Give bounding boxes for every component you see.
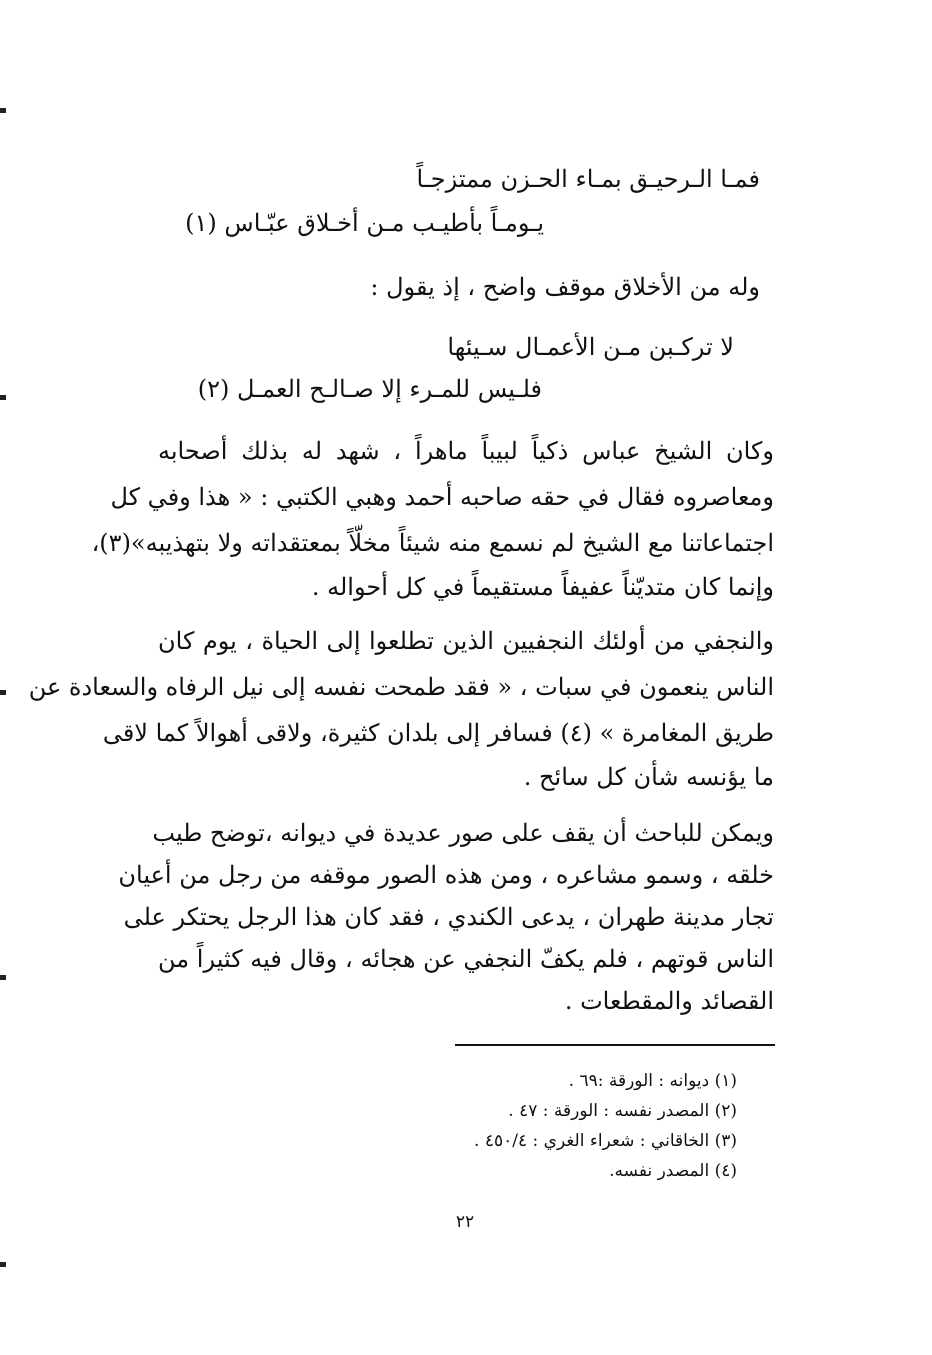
- paragraph-line: خلقه ، وسمو مشاعره ، ومن هذه الصور موقفه من رجل من أعيان: [118, 861, 774, 889]
- paragraph-line: ما يؤنسه شأن كل سائح .: [523, 763, 774, 791]
- page-number: ٢٢: [455, 1212, 475, 1232]
- footnote: (٤) المصدر نفسه.: [609, 1161, 737, 1181]
- paragraph-line: الناس ينعمون في سبات ، « فقد طمحت نفسه إلى نيل الرفاه والسعادة عن: [28, 673, 774, 701]
- paragraph-line: تجار مدينة طهران ، يدعى الكندي ، فقد كان هذا الرجل يحتكر على: [123, 903, 774, 931]
- verse-hemistich: فلـيس للمـرء إلا صـالـح العمـل (٢): [197, 375, 542, 403]
- paragraph-line: طريق المغامرة » (٤) فسافر إلى بلدان كثيرة، ولاقى أهوالاً كما لاقى: [102, 719, 774, 747]
- paragraph-line: الناس قوتهم ، فلم يكفّ النجفي عن هجائه ، وقال فيه كثيراً من: [158, 945, 774, 973]
- scan-mark: [0, 108, 6, 113]
- verse-hemistich: يـومـاً بأطيـب مـن أخـلاق عبّـاس (١): [185, 209, 544, 237]
- paragraph-line: اجتماعاتنا مع الشيخ لم نسمع منه شيئاً مخلّاً بمعتقداته ولا بتهذيبه»(٣)،: [91, 529, 774, 557]
- footnote: (١) ديوانه : الورقة :٦٩ .: [568, 1071, 737, 1091]
- paragraph-line: ويمكن للباحث أن يقف على صور عديدة في ديوانه ،توضح طيب: [152, 819, 774, 847]
- paragraph-line: القصائد والمقطعات .: [564, 987, 774, 1015]
- intro-line: وله من الأخلاق موقف واضح ، إذ يقول :: [370, 273, 760, 301]
- scan-mark: [0, 690, 6, 695]
- paragraph-line: وكان الشيخ عباس ذكياً لبيباً ماهراً ، شهد له بذلك أصحابه: [158, 437, 774, 465]
- scan-mark: [0, 395, 6, 400]
- paragraph-line: وإنما كان متديّناً عفيفاً مستقيماً في كل أحواله .: [311, 573, 774, 601]
- paragraph-line: ومعاصروه فقال في حقه صاحبه أحمد وهبي الكتبي : « هذا وفي كل: [110, 483, 774, 511]
- footnote-rule: [455, 1044, 775, 1046]
- verse-hemistich: لا تركـبن مـن الأعمـال سـيئها: [447, 333, 734, 361]
- footnote: (٢) المصدر نفسه : الورقة : ٤٧ .: [508, 1101, 737, 1121]
- verse-hemistich: فمـا الـرحيـق بمـاء الحـزن ممتزجـاً: [416, 165, 760, 193]
- footnote: (٣) الخاقاني : شعراء الغري : ٤٥٠/٤ .: [474, 1131, 737, 1151]
- scan-mark: [0, 975, 6, 980]
- scan-mark: [0, 1262, 6, 1267]
- paragraph-line: والنجفي من أولئك النجفيين الذين تطلعوا إلى الحياة ، يوم كان: [158, 627, 774, 655]
